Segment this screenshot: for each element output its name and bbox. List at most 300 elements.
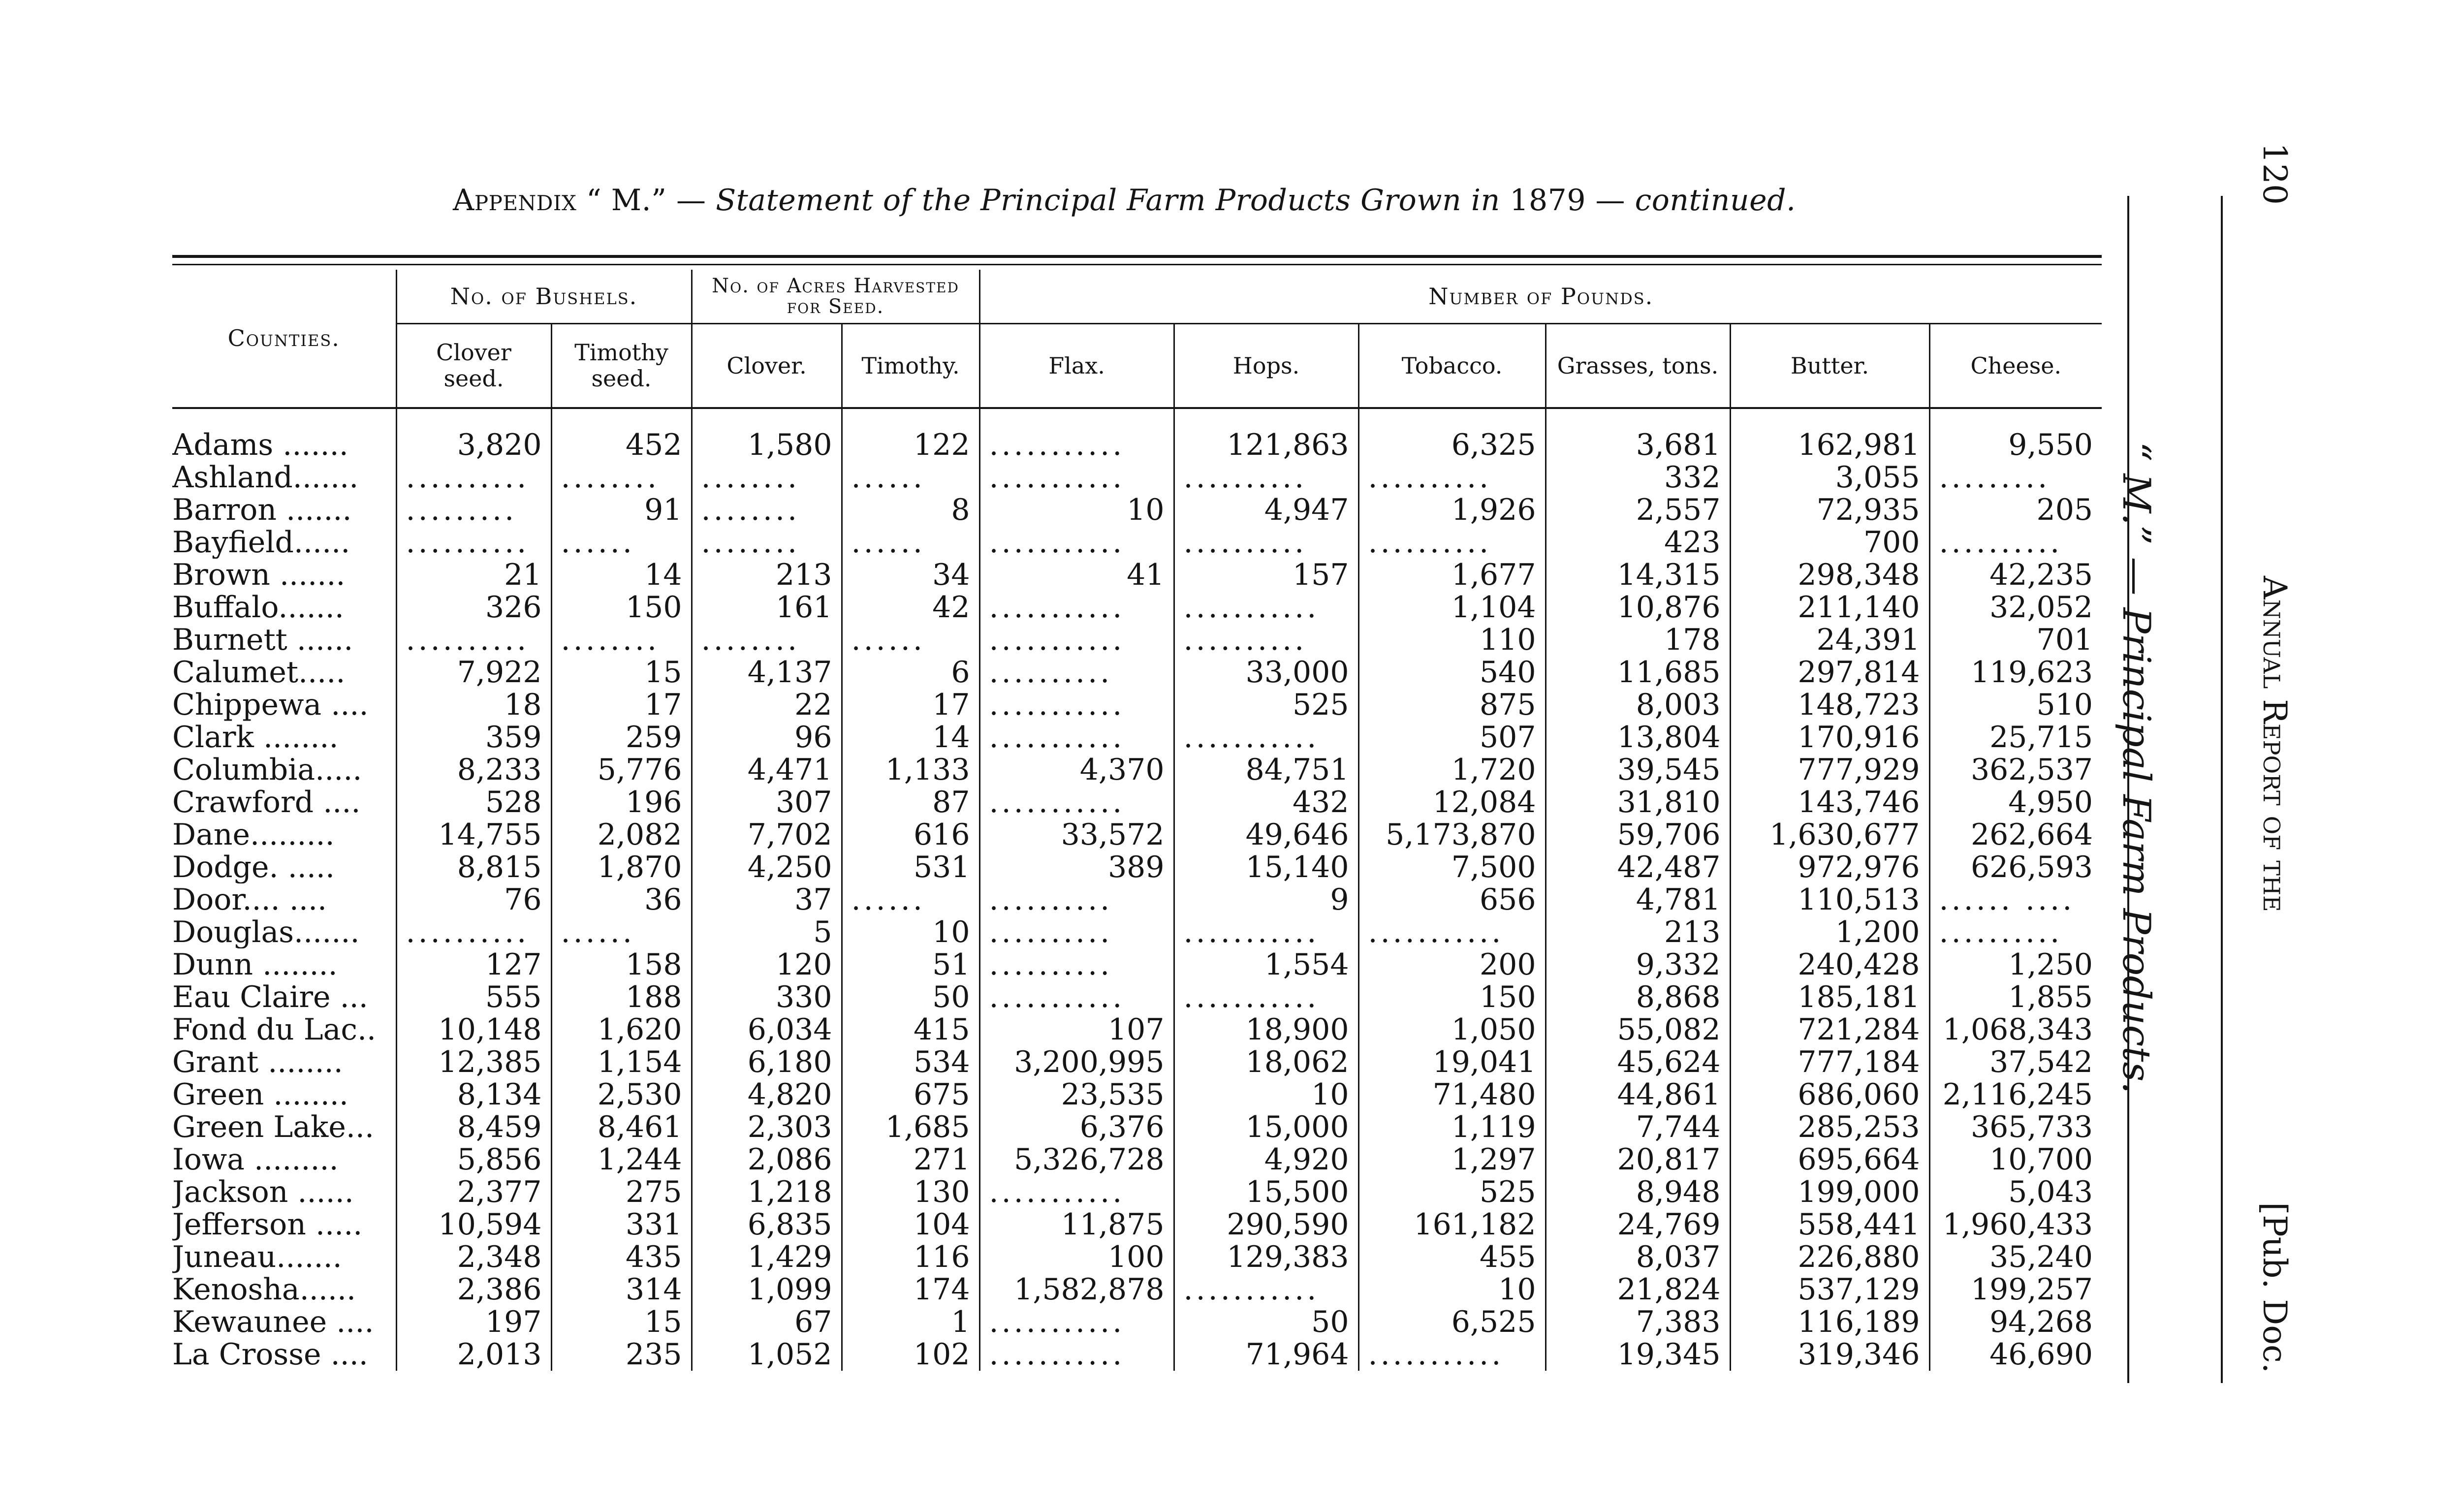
cell-tobacco: 200 bbox=[1358, 948, 1546, 981]
county-name-cell: Kewaunee .... bbox=[172, 1306, 374, 1338]
table-row bbox=[172, 1013, 2102, 1046]
cell-flax: .......... bbox=[979, 916, 1174, 948]
title-dash: — bbox=[666, 183, 716, 218]
cell-hops: 71,964 bbox=[1174, 1338, 1358, 1371]
header-hops: Hops. bbox=[1174, 324, 1358, 409]
table-row bbox=[172, 786, 2102, 819]
county-name-cell: Burnett ...... bbox=[172, 624, 353, 656]
cell-butter: 777,184 bbox=[1730, 1046, 1929, 1078]
cell-clover-seed: 8,459 bbox=[396, 1111, 551, 1143]
cell-cheese: 119,623 bbox=[1929, 656, 2102, 689]
cell-timothy-seed: 435 bbox=[551, 1241, 692, 1273]
county-name-cell: La Crosse .... bbox=[172, 1338, 368, 1371]
cell-timothy-seed: 2,082 bbox=[551, 819, 692, 851]
cell-clover: 1,580 bbox=[692, 408, 842, 461]
cell-clover: 22 bbox=[692, 689, 842, 721]
cell-clover: 1,218 bbox=[692, 1176, 842, 1208]
cell-flax: ........... bbox=[979, 786, 1174, 819]
cell-tobacco: 875 bbox=[1358, 689, 1546, 721]
county-name-cell: Dodge. ..... bbox=[172, 851, 335, 883]
cell-hops: 49,646 bbox=[1174, 819, 1358, 851]
cell-tobacco: 161,182 bbox=[1358, 1208, 1546, 1241]
cell-flax: ........... bbox=[979, 461, 1174, 494]
cell-clover-seed: 8,134 bbox=[396, 1078, 551, 1111]
cell-clover: ........ bbox=[692, 526, 842, 559]
cell-cheese: 9,550 bbox=[1929, 408, 2102, 461]
cell-clover: 4,471 bbox=[692, 754, 842, 786]
cell-timothy-seed: 188 bbox=[551, 981, 692, 1013]
cell-clover: ........ bbox=[692, 494, 842, 526]
cell-flax: 33,572 bbox=[979, 819, 1174, 851]
cell-cheese: .......... bbox=[1929, 526, 2102, 559]
cell-grasses: 2,557 bbox=[1546, 494, 1730, 526]
cell-cheese: 510 bbox=[1929, 689, 2102, 721]
county-name-cell: Eau Claire ... bbox=[172, 981, 368, 1013]
table-row bbox=[172, 408, 2102, 461]
cell-timothy-seed: 1,870 bbox=[551, 851, 692, 883]
county-name-cell: Fond du Lac.. bbox=[172, 1013, 377, 1046]
cell-butter: 226,880 bbox=[1730, 1241, 1929, 1273]
cell-cheese: 35,240 bbox=[1929, 1241, 2102, 1273]
cell-timothy: 10 bbox=[842, 916, 979, 948]
cell-tobacco: 1,050 bbox=[1358, 1013, 1546, 1046]
county-name-cell: Grant ........ bbox=[172, 1046, 343, 1078]
cell-timothy: ...... bbox=[842, 526, 979, 559]
cell-timothy-seed: 1,154 bbox=[551, 1046, 692, 1078]
county-name-cell: Brown ....... bbox=[172, 559, 346, 591]
page-title bbox=[453, 183, 1796, 218]
table-row bbox=[172, 948, 2102, 981]
cell-timothy: 8 bbox=[842, 494, 979, 526]
table-row bbox=[172, 1143, 2102, 1176]
page-number: 120 bbox=[2256, 143, 2294, 205]
title-continued: continued. bbox=[1635, 183, 1796, 218]
header-clover-seed: Clover seed. bbox=[396, 324, 551, 409]
cell-timothy-seed: 36 bbox=[551, 883, 692, 916]
cell-clover: 6,180 bbox=[692, 1046, 842, 1078]
header-tobacco: Tobacco. bbox=[1358, 324, 1546, 409]
cell-grasses: 14,315 bbox=[1546, 559, 1730, 591]
running-head-title: Annual Report of the bbox=[2256, 576, 2294, 912]
header-no-of-bushels: No. of Bushels. bbox=[396, 270, 692, 324]
cell-butter: 285,253 bbox=[1730, 1111, 1929, 1143]
cell-timothy: 42 bbox=[842, 591, 979, 624]
county-name-cell: Bayfield...... bbox=[172, 526, 350, 559]
cell-grasses: 178 bbox=[1546, 624, 1730, 656]
cell-butter: 319,346 bbox=[1730, 1338, 1929, 1371]
header-timothy-seed: Timothy seed. bbox=[551, 324, 692, 409]
cell-clover-seed: 555 bbox=[396, 981, 551, 1013]
table-row bbox=[172, 1111, 2102, 1143]
cell-timothy: 50 bbox=[842, 981, 979, 1013]
cell-tobacco: 540 bbox=[1358, 656, 1546, 689]
county-name-cell: Buffalo....... bbox=[172, 591, 344, 624]
header-clover: Clover. bbox=[692, 324, 842, 409]
cell-clover-seed: .......... bbox=[396, 916, 551, 948]
cell-clover-seed: 2,013 bbox=[396, 1338, 551, 1371]
cell-timothy-seed: 1,620 bbox=[551, 1013, 692, 1046]
cell-grasses: 13,804 bbox=[1546, 721, 1730, 754]
cell-flax: 389 bbox=[979, 851, 1174, 883]
cell-clover-seed: 10,594 bbox=[396, 1208, 551, 1241]
cell-cheese: 42,235 bbox=[1929, 559, 2102, 591]
cell-hops: .......... bbox=[1174, 624, 1358, 656]
cell-hops: 15,140 bbox=[1174, 851, 1358, 883]
header-grasses: Grasses, tons. bbox=[1546, 324, 1730, 409]
cell-timothy: 174 bbox=[842, 1273, 979, 1306]
table-row bbox=[172, 624, 2102, 656]
cell-tobacco: 7,500 bbox=[1358, 851, 1546, 883]
cell-timothy-seed: 314 bbox=[551, 1273, 692, 1306]
cell-clover: 2,086 bbox=[692, 1143, 842, 1176]
cell-grasses: 21,824 bbox=[1546, 1273, 1730, 1306]
cell-grasses: 24,769 bbox=[1546, 1208, 1730, 1241]
cell-clover: ........ bbox=[692, 461, 842, 494]
cell-tobacco: 507 bbox=[1358, 721, 1546, 754]
cell-timothy-seed: 452 bbox=[551, 408, 692, 461]
cell-clover-seed: 2,377 bbox=[396, 1176, 551, 1208]
cell-flax: ........... bbox=[979, 591, 1174, 624]
cell-flax: 107 bbox=[979, 1013, 1174, 1046]
county-name-cell: Dunn ........ bbox=[172, 948, 338, 981]
cell-butter: 777,929 bbox=[1730, 754, 1929, 786]
cell-clover-seed: 76 bbox=[396, 883, 551, 916]
table-row bbox=[172, 1241, 2102, 1273]
cell-timothy-seed: 235 bbox=[551, 1338, 692, 1371]
county-name-cell: Crawford .... bbox=[172, 786, 361, 819]
cell-hops: 4,920 bbox=[1174, 1143, 1358, 1176]
table-row bbox=[172, 1273, 2102, 1306]
cell-cheese: 365,733 bbox=[1929, 1111, 2102, 1143]
cell-clover-seed: 5,856 bbox=[396, 1143, 551, 1176]
cell-tobacco: 1,119 bbox=[1358, 1111, 1546, 1143]
cell-timothy: 271 bbox=[842, 1143, 979, 1176]
cell-cheese: 626,593 bbox=[1929, 851, 2102, 883]
header-counties: Counties. bbox=[172, 270, 396, 408]
cell-hops: 1,554 bbox=[1174, 948, 1358, 981]
cell-timothy: ...... bbox=[842, 883, 979, 916]
cell-grasses: 8,948 bbox=[1546, 1176, 1730, 1208]
table-row bbox=[172, 494, 2102, 526]
table-row bbox=[172, 689, 2102, 721]
cell-grasses: 213 bbox=[1546, 916, 1730, 948]
cell-tobacco: 1,104 bbox=[1358, 591, 1546, 624]
cell-flax: ........... bbox=[979, 624, 1174, 656]
cell-tobacco: ........... bbox=[1358, 916, 1546, 948]
cell-tobacco: ........... bbox=[1358, 1338, 1546, 1371]
cell-grasses: 7,383 bbox=[1546, 1306, 1730, 1338]
cell-clover: 4,820 bbox=[692, 1078, 842, 1111]
title-appendix: Appendix “ M.” bbox=[453, 183, 667, 218]
cell-timothy: 122 bbox=[842, 408, 979, 461]
county-name-cell: Chippewa .... bbox=[172, 689, 369, 721]
cell-cheese: 362,537 bbox=[1929, 754, 2102, 786]
county-name-cell: Kenosha...... bbox=[172, 1273, 356, 1306]
cell-cheese: 1,855 bbox=[1929, 981, 2102, 1013]
table-row bbox=[172, 591, 2102, 624]
cell-tobacco: 656 bbox=[1358, 883, 1546, 916]
cell-timothy: 104 bbox=[842, 1208, 979, 1241]
cell-hops: ........... bbox=[1174, 1273, 1358, 1306]
cell-clover-seed: .......... bbox=[396, 461, 551, 494]
cell-clover-seed: 7,922 bbox=[396, 656, 551, 689]
cell-timothy: 534 bbox=[842, 1046, 979, 1078]
cell-hops: 50 bbox=[1174, 1306, 1358, 1338]
cell-clover-seed: 127 bbox=[396, 948, 551, 981]
table-row bbox=[172, 754, 2102, 786]
table-row bbox=[172, 1176, 2102, 1208]
cell-timothy: 17 bbox=[842, 689, 979, 721]
cell-butter: 185,181 bbox=[1730, 981, 1929, 1013]
cell-timothy: 34 bbox=[842, 559, 979, 591]
cell-clover-seed: 18 bbox=[396, 689, 551, 721]
cell-cheese: 4,950 bbox=[1929, 786, 2102, 819]
cell-timothy-seed: 15 bbox=[551, 656, 692, 689]
cell-hops: 10 bbox=[1174, 1078, 1358, 1111]
header-number-of-pounds: Number of Pounds. bbox=[979, 270, 2102, 324]
cell-tobacco: .......... bbox=[1358, 461, 1546, 494]
cell-timothy: 130 bbox=[842, 1176, 979, 1208]
cell-hops: 9 bbox=[1174, 883, 1358, 916]
cell-grasses: 19,345 bbox=[1546, 1338, 1730, 1371]
cell-tobacco: .......... bbox=[1358, 526, 1546, 559]
cell-clover: 1,052 bbox=[692, 1338, 842, 1371]
cell-timothy-seed: 1,244 bbox=[551, 1143, 692, 1176]
cell-butter: 700 bbox=[1730, 526, 1929, 559]
cell-timothy-seed: 275 bbox=[551, 1176, 692, 1208]
cell-hops: ........... bbox=[1174, 981, 1358, 1013]
cell-hops: 129,383 bbox=[1174, 1241, 1358, 1273]
cell-clover-seed: 8,233 bbox=[396, 754, 551, 786]
table-row bbox=[172, 916, 2102, 948]
cell-grasses: 39,545 bbox=[1546, 754, 1730, 786]
cell-butter: 240,428 bbox=[1730, 948, 1929, 981]
cell-grasses: 10,876 bbox=[1546, 591, 1730, 624]
header-no-of-acres: No. of Acres Harvested for Seed. bbox=[692, 270, 979, 324]
cell-flax: 100 bbox=[979, 1241, 1174, 1273]
cell-flax: ........... bbox=[979, 689, 1174, 721]
table-row bbox=[172, 559, 2102, 591]
cell-timothy: 116 bbox=[842, 1241, 979, 1273]
cell-timothy-seed: 150 bbox=[551, 591, 692, 624]
cell-butter: 170,916 bbox=[1730, 721, 1929, 754]
cell-tobacco: 6,325 bbox=[1358, 408, 1546, 461]
cell-timothy: ...... bbox=[842, 624, 979, 656]
cell-clover-seed: 10,148 bbox=[396, 1013, 551, 1046]
cell-timothy: 87 bbox=[842, 786, 979, 819]
cell-grasses: 8,037 bbox=[1546, 1241, 1730, 1273]
cell-flax: 1,582,878 bbox=[979, 1273, 1174, 1306]
cell-timothy: 1,133 bbox=[842, 754, 979, 786]
cell-butter: 143,746 bbox=[1730, 786, 1929, 819]
cell-cheese: 25,715 bbox=[1929, 721, 2102, 754]
cell-timothy: 14 bbox=[842, 721, 979, 754]
cell-timothy: 675 bbox=[842, 1078, 979, 1111]
county-name-cell: Green Lake... bbox=[172, 1111, 375, 1143]
table-row bbox=[172, 819, 2102, 851]
cell-clover: 1,099 bbox=[692, 1273, 842, 1306]
cell-tobacco: 1,297 bbox=[1358, 1143, 1546, 1176]
cell-timothy-seed: ........ bbox=[551, 461, 692, 494]
cell-flax: ........... bbox=[979, 526, 1174, 559]
cell-cheese: 701 bbox=[1929, 624, 2102, 656]
county-name-cell: Door.... .... bbox=[172, 883, 327, 916]
cell-clover: 6,034 bbox=[692, 1013, 842, 1046]
cell-tobacco: 1,926 bbox=[1358, 494, 1546, 526]
cell-grasses: 20,817 bbox=[1546, 1143, 1730, 1176]
cell-timothy-seed: ...... bbox=[551, 526, 692, 559]
table-row bbox=[172, 981, 2102, 1013]
cell-timothy-seed: 331 bbox=[551, 1208, 692, 1241]
cell-hops: ........... bbox=[1174, 916, 1358, 948]
cell-cheese: 5,043 bbox=[1929, 1176, 2102, 1208]
cell-clover-seed: 197 bbox=[396, 1306, 551, 1338]
cell-cheese: 205 bbox=[1929, 494, 2102, 526]
cell-tobacco: 525 bbox=[1358, 1176, 1546, 1208]
cell-clover-seed: 359 bbox=[396, 721, 551, 754]
cell-tobacco: 19,041 bbox=[1358, 1046, 1546, 1078]
cell-clover-seed: 14,755 bbox=[396, 819, 551, 851]
cell-butter: 298,348 bbox=[1730, 559, 1929, 591]
cell-butter: 558,441 bbox=[1730, 1208, 1929, 1241]
cell-hops: 84,751 bbox=[1174, 754, 1358, 786]
table-row bbox=[172, 461, 2102, 494]
cell-tobacco: 71,480 bbox=[1358, 1078, 1546, 1111]
cell-timothy-seed: 17 bbox=[551, 689, 692, 721]
cell-hops: .......... bbox=[1174, 461, 1358, 494]
cell-butter: 537,129 bbox=[1730, 1273, 1929, 1306]
table-row bbox=[172, 1078, 2102, 1111]
cell-timothy: 1,685 bbox=[842, 1111, 979, 1143]
cell-butter: 686,060 bbox=[1730, 1078, 1929, 1111]
table-row bbox=[172, 721, 2102, 754]
cell-clover-seed: 528 bbox=[396, 786, 551, 819]
cell-timothy: 616 bbox=[842, 819, 979, 851]
cell-hops: 33,000 bbox=[1174, 656, 1358, 689]
cell-timothy-seed: 91 bbox=[551, 494, 692, 526]
cell-tobacco: 110 bbox=[1358, 624, 1546, 656]
cell-hops: 18,900 bbox=[1174, 1013, 1358, 1046]
cell-grasses: 45,624 bbox=[1546, 1046, 1730, 1078]
table-row bbox=[172, 1338, 2102, 1371]
cell-cheese: 46,690 bbox=[1929, 1338, 2102, 1371]
cell-clover-seed: 21 bbox=[396, 559, 551, 591]
cell-flax: .......... bbox=[979, 948, 1174, 981]
cell-clover-seed: 8,815 bbox=[396, 851, 551, 883]
cell-flax: ........... bbox=[979, 1176, 1174, 1208]
cell-butter: 721,284 bbox=[1730, 1013, 1929, 1046]
cell-timothy-seed: 5,776 bbox=[551, 754, 692, 786]
table-row bbox=[172, 1208, 2102, 1241]
cell-timothy-seed: 2,530 bbox=[551, 1078, 692, 1111]
table-row bbox=[172, 883, 2102, 916]
cell-butter: 972,976 bbox=[1730, 851, 1929, 883]
cell-timothy: 531 bbox=[842, 851, 979, 883]
cell-timothy: 102 bbox=[842, 1338, 979, 1371]
header-butter: Butter. bbox=[1730, 324, 1929, 409]
cell-clover-seed: 2,386 bbox=[396, 1273, 551, 1306]
cell-clover-seed: .......... bbox=[396, 624, 551, 656]
cell-cheese: 2,116,245 bbox=[1929, 1078, 2102, 1111]
cell-flax: .......... bbox=[979, 883, 1174, 916]
cell-cheese: 1,068,343 bbox=[1929, 1013, 2102, 1046]
county-name-cell: Clark ........ bbox=[172, 721, 339, 754]
cell-grasses: 59,706 bbox=[1546, 819, 1730, 851]
cell-timothy-seed: ........ bbox=[551, 624, 692, 656]
cell-timothy: 51 bbox=[842, 948, 979, 981]
cell-cheese: 37,542 bbox=[1929, 1046, 2102, 1078]
county-name-cell: Jackson ...... bbox=[172, 1176, 354, 1208]
cell-hops: 157 bbox=[1174, 559, 1358, 591]
cell-hops: 18,062 bbox=[1174, 1046, 1358, 1078]
county-name-cell: Douglas....... bbox=[172, 916, 360, 948]
cell-hops: .......... bbox=[1174, 526, 1358, 559]
side-heading: “ M.” — Principal Farm Products. bbox=[2114, 441, 2158, 1094]
cell-timothy: 1 bbox=[842, 1306, 979, 1338]
cell-hops: ........... bbox=[1174, 591, 1358, 624]
cell-tobacco: 12,084 bbox=[1358, 786, 1546, 819]
cell-clover: 7,702 bbox=[692, 819, 842, 851]
cell-hops: 290,590 bbox=[1174, 1208, 1358, 1241]
cell-butter: 72,935 bbox=[1730, 494, 1929, 526]
county-name-cell: Columbia..... bbox=[172, 754, 362, 786]
cell-timothy: 6 bbox=[842, 656, 979, 689]
cell-hops: ........... bbox=[1174, 721, 1358, 754]
cell-cheese: ...... .... bbox=[1929, 883, 2102, 916]
cell-flax: 4,370 bbox=[979, 754, 1174, 786]
cell-hops: 432 bbox=[1174, 786, 1358, 819]
county-name-cell: Adams ....... bbox=[172, 428, 348, 461]
county-name-cell: Ashland....... bbox=[172, 461, 359, 494]
cell-flax: ........... bbox=[979, 1306, 1174, 1338]
cell-cheese: 10,700 bbox=[1929, 1143, 2102, 1176]
outer-right-rule bbox=[2221, 196, 2223, 1383]
county-name-cell: Green ........ bbox=[172, 1078, 348, 1111]
cell-cheese: 1,250 bbox=[1929, 948, 2102, 981]
cell-cheese: 199,257 bbox=[1929, 1273, 2102, 1306]
cell-clover: 213 bbox=[692, 559, 842, 591]
cell-timothy-seed: 8,461 bbox=[551, 1111, 692, 1143]
cell-butter: 211,140 bbox=[1730, 591, 1929, 624]
cell-clover: 96 bbox=[692, 721, 842, 754]
cell-flax: 41 bbox=[979, 559, 1174, 591]
table-row bbox=[172, 1306, 2102, 1338]
cell-timothy: 415 bbox=[842, 1013, 979, 1046]
cell-cheese: 262,664 bbox=[1929, 819, 2102, 851]
doc-label: [Pub. Doc. bbox=[2256, 1202, 2294, 1373]
cell-tobacco: 6,525 bbox=[1358, 1306, 1546, 1338]
cell-flax: ........... bbox=[979, 721, 1174, 754]
cell-hops: 15,500 bbox=[1174, 1176, 1358, 1208]
cell-clover: 2,303 bbox=[692, 1111, 842, 1143]
cell-hops: 121,863 bbox=[1174, 408, 1358, 461]
cell-grasses: 7,744 bbox=[1546, 1111, 1730, 1143]
cell-timothy-seed: 14 bbox=[551, 559, 692, 591]
cell-tobacco: 150 bbox=[1358, 981, 1546, 1013]
cell-clover: ........ bbox=[692, 624, 842, 656]
cell-cheese: 94,268 bbox=[1929, 1306, 2102, 1338]
table-row bbox=[172, 851, 2102, 883]
cell-clover: 161 bbox=[692, 591, 842, 624]
cell-grasses: 44,861 bbox=[1546, 1078, 1730, 1111]
cell-hops: 525 bbox=[1174, 689, 1358, 721]
cell-timothy: ...... bbox=[842, 461, 979, 494]
farm-products-table bbox=[172, 270, 2102, 1371]
cell-tobacco: 1,677 bbox=[1358, 559, 1546, 591]
cell-clover-seed: ......... bbox=[396, 494, 551, 526]
cell-butter: 695,664 bbox=[1730, 1143, 1929, 1176]
cell-timothy-seed: 259 bbox=[551, 721, 692, 754]
